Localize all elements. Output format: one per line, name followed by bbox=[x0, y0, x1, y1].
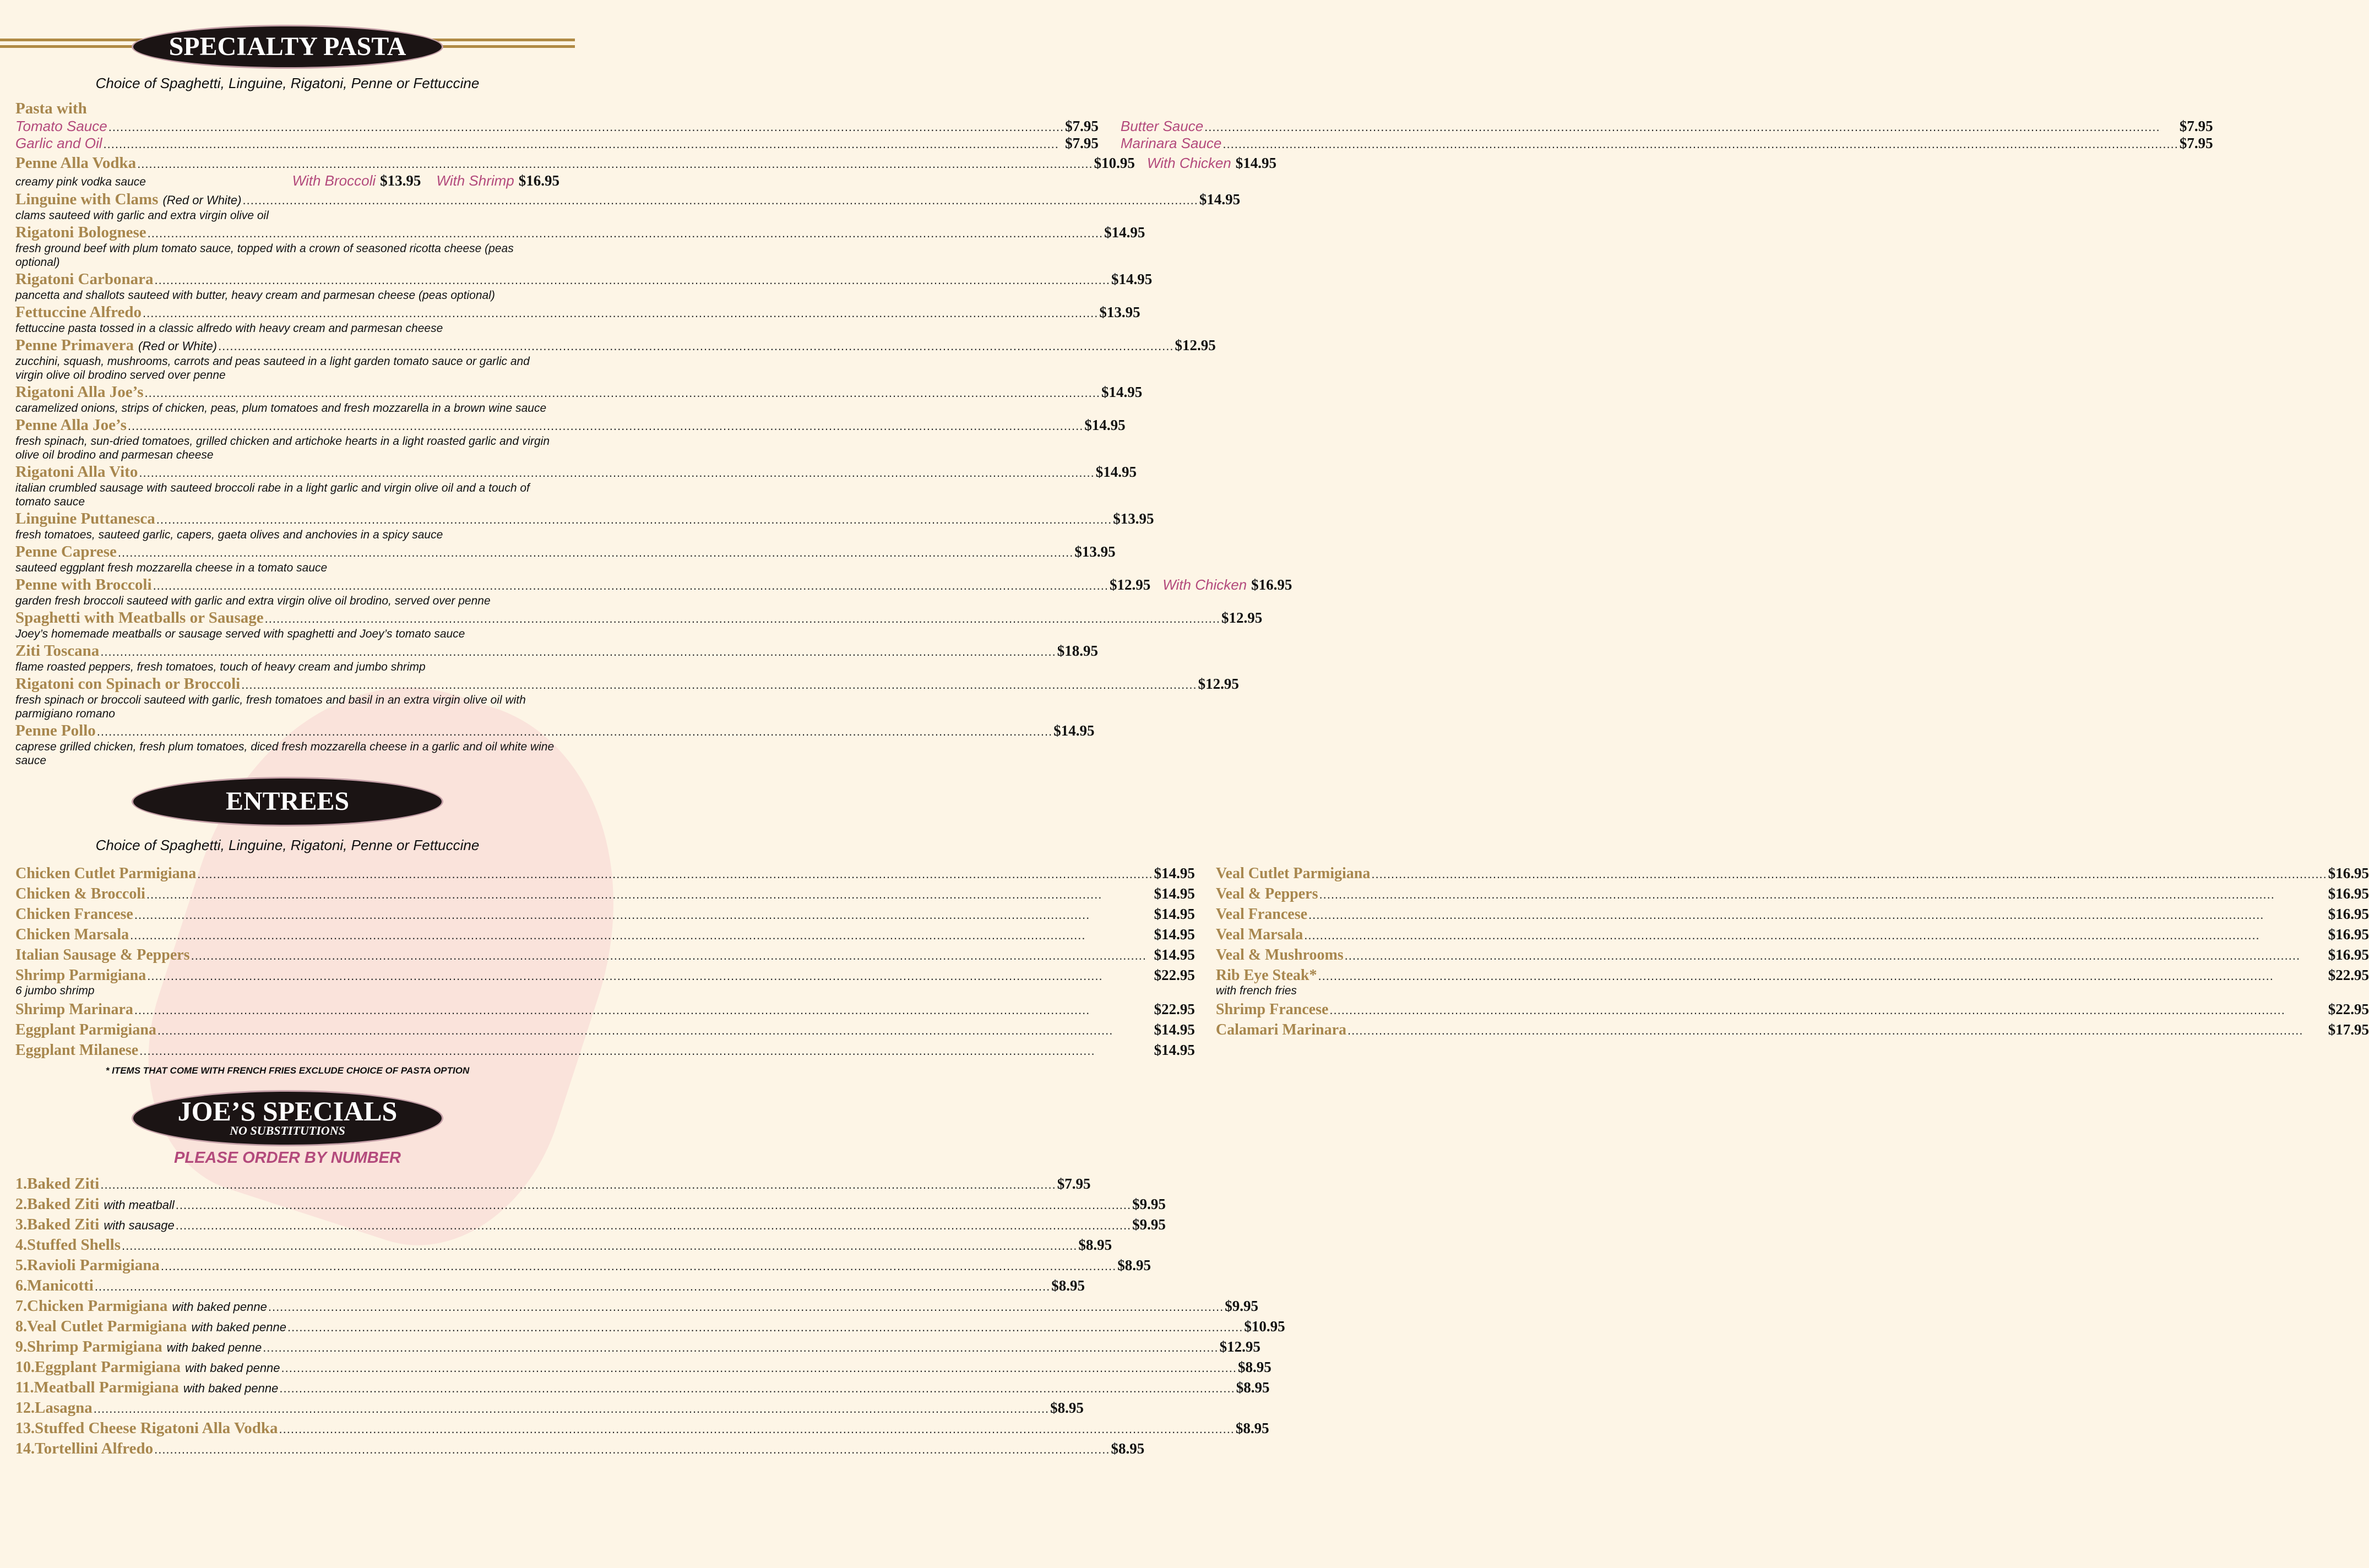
entrees-left-column bbox=[15, 865, 1195, 1062]
entree-item bbox=[1216, 906, 2369, 926]
item-price: $12.95 bbox=[1198, 676, 1239, 692]
special-number: 6. bbox=[15, 1277, 27, 1294]
entree-item bbox=[1216, 1021, 2369, 1042]
item-name: Fettuccine Alfredo bbox=[15, 303, 142, 321]
item-desc: caramelized onions, strips of chicken, peas, plum tomatoes and fresh mozzarella in a brown wine sauce bbox=[15, 402, 547, 415]
entree-item bbox=[15, 1001, 1195, 1021]
item-name: Rigatoni con Spinach or Broccoli bbox=[15, 675, 241, 693]
item-name: Penne Pollo bbox=[15, 722, 96, 739]
sauce-name: Butter Sauce bbox=[1120, 118, 1204, 134]
special-number: 11. bbox=[15, 1379, 34, 1396]
item-price: $14.95 bbox=[1104, 224, 1145, 241]
special-number: 2. bbox=[15, 1196, 27, 1213]
special-price: $8.95 bbox=[1050, 1400, 1084, 1416]
option-label: With Shrimp bbox=[436, 172, 514, 189]
entrees-list bbox=[15, 865, 2369, 1062]
special-number: 5. bbox=[15, 1257, 27, 1274]
item-price: $14.95 bbox=[1053, 722, 1095, 739]
item-desc: pancetta and shallots sauteed with butter, heavy cream and parmesan cheese (peas optional) bbox=[15, 289, 495, 302]
special-item bbox=[15, 1419, 1269, 1440]
pasta-item bbox=[15, 270, 1153, 302]
pasta-item bbox=[15, 543, 1116, 575]
entree-item bbox=[1216, 885, 2369, 906]
special-price: $10.95 bbox=[1244, 1318, 1285, 1335]
special-note: with baked penne bbox=[166, 1341, 262, 1354]
entree-name: Veal Cutlet Parmigiana bbox=[1215, 865, 1371, 882]
entree-name: Veal Francese bbox=[1215, 906, 1308, 923]
item-name: Penne Caprese bbox=[15, 543, 117, 560]
entree-price: $16.95 bbox=[2328, 865, 2369, 881]
special-name: Shrimp Parmigiana bbox=[27, 1338, 162, 1355]
entree-price: $14.95 bbox=[1154, 946, 1195, 963]
entree-price: $14.95 bbox=[1154, 865, 1195, 881]
entree-name: Chicken & Broccoli bbox=[15, 885, 145, 902]
special-price: $8.95 bbox=[1078, 1237, 1112, 1253]
entree-price: $22.95 bbox=[1154, 967, 1195, 983]
special-number: 8. bbox=[15, 1318, 27, 1335]
entree-item bbox=[15, 946, 1195, 967]
item-name: Penne Alla Joe’s bbox=[15, 416, 127, 434]
specials-title: JOE’S SPECIALS bbox=[177, 1096, 398, 1126]
special-item bbox=[15, 1338, 1260, 1358]
penne-with-broccoli bbox=[15, 576, 1292, 608]
item-name: Linguine Puttanesca bbox=[15, 510, 155, 527]
special-item bbox=[15, 1236, 1112, 1256]
item-price: $10.95 bbox=[1094, 155, 1135, 171]
entree-price: $14.95 bbox=[1154, 1042, 1195, 1058]
item-price: $18.95 bbox=[1057, 643, 1098, 659]
sauce-item bbox=[15, 135, 1099, 152]
entree-item bbox=[1216, 946, 2369, 967]
special-note: with baked penne bbox=[172, 1300, 267, 1314]
option-price: $14.95 bbox=[1235, 155, 1277, 171]
special-price: $8.95 bbox=[1235, 1420, 1269, 1436]
special-name: Eggplant Parmigiana bbox=[35, 1358, 181, 1376]
item-desc: fresh spinach or broccoli sauteed with garlic, fresh tomatoes and basil in an extra virgin olive oil with parmigiano romano bbox=[15, 694, 526, 720]
pasta-with-heading: Pasta with bbox=[15, 100, 87, 117]
pasta-choice: Choice of Spaghetti, Linguine, Rigatoni, Penne or Fettuccine bbox=[95, 75, 480, 91]
item-desc: sauteed eggplant fresh mozzarella cheese in a tomato sauce bbox=[15, 562, 328, 574]
entree-sub: 6 jumbo shrimp bbox=[15, 984, 95, 997]
item-desc: fettuccine pasta tossed in a classic alfredo with heavy cream and parmesan cheese bbox=[15, 322, 443, 335]
entree-price: $14.95 bbox=[1154, 1021, 1195, 1038]
special-item bbox=[15, 1277, 1085, 1297]
entree-item bbox=[15, 1021, 1195, 1042]
pasta-with-section bbox=[15, 100, 2213, 152]
entree-item bbox=[15, 885, 1195, 906]
special-price: $7.95 bbox=[1057, 1175, 1091, 1192]
pasta-item bbox=[15, 510, 1154, 542]
special-item bbox=[15, 1175, 1091, 1195]
item-desc: italian crumbled sausage with sauteed broccoli rabe in a light garlic and virgin olive oil and a touch of tomato sauce bbox=[15, 482, 530, 508]
entrees-footnote: * ITEMS THAT COME WITH FRENCH FRIES EXCLUDE CHOICE OF PASTA OPTION bbox=[105, 1065, 470, 1076]
special-price: $8.95 bbox=[1117, 1257, 1151, 1273]
item-price: $12.95 bbox=[1109, 576, 1151, 593]
option-price: $16.95 bbox=[1251, 576, 1292, 593]
entree-item bbox=[15, 865, 1195, 885]
sauce-item bbox=[1121, 135, 2213, 152]
item-price: $14.95 bbox=[1101, 384, 1143, 400]
special-price: $8.95 bbox=[1237, 1359, 1272, 1375]
entree-name: Eggplant Milanese bbox=[15, 1042, 139, 1059]
item-name: Rigatoni Carbonara bbox=[15, 270, 154, 288]
special-name: Chicken Parmigiana bbox=[27, 1297, 168, 1315]
entree-item bbox=[15, 1042, 1195, 1062]
specials-order-note: PLEASE ORDER BY NUMBER bbox=[174, 1149, 401, 1167]
special-note: with baked penne bbox=[191, 1320, 286, 1334]
entree-price: $22.95 bbox=[2328, 1001, 2369, 1017]
special-number: 7. bbox=[15, 1298, 27, 1315]
entrees-right-column bbox=[1216, 865, 2369, 1062]
special-number: 12. bbox=[15, 1400, 35, 1417]
item-desc: zucchini, squash, mushrooms, carrots and peas sauteed in a light garden tomato sauce or garlic and virgin olive oil brodino served over penne bbox=[15, 355, 530, 382]
special-price: $9.95 bbox=[1132, 1216, 1166, 1233]
pasta-header bbox=[15, 0, 559, 61]
special-number: 4. bbox=[15, 1237, 27, 1254]
item-name: Spaghetti with Meatballs or Sausage bbox=[15, 609, 264, 627]
entree-name: Chicken Marsala bbox=[15, 926, 129, 943]
entree-name: Chicken Cutlet Parmigiana bbox=[15, 865, 197, 882]
special-number: 1. bbox=[15, 1175, 27, 1193]
special-name: Baked Ziti bbox=[27, 1195, 100, 1213]
sauce-price: $7.95 bbox=[2179, 118, 2213, 134]
special-number: 3. bbox=[15, 1216, 27, 1233]
special-name: Lasagna bbox=[35, 1399, 93, 1417]
item-price: $14.95 bbox=[1095, 464, 1137, 480]
entree-item bbox=[15, 926, 1195, 946]
specials-header bbox=[15, 1087, 559, 1148]
pasta-item bbox=[15, 416, 1126, 462]
special-item bbox=[15, 1256, 1151, 1277]
sauce-price: $7.95 bbox=[2179, 135, 2213, 151]
special-item bbox=[15, 1317, 1285, 1338]
option-label: With Broccoli bbox=[292, 172, 376, 189]
entree-item bbox=[1216, 926, 2369, 946]
pasta-item bbox=[15, 642, 1098, 674]
pasta-item bbox=[15, 383, 1143, 415]
special-number: 13. bbox=[15, 1420, 35, 1437]
pasta-title: SPECIALTY PASTA bbox=[133, 26, 442, 67]
item-name: Penne Alla Vodka bbox=[15, 154, 137, 172]
special-name: Baked Ziti bbox=[27, 1175, 100, 1193]
specials-banner bbox=[133, 1092, 442, 1145]
entree-name: Veal & Mushrooms bbox=[1215, 946, 1344, 963]
special-name: Tortellini Alfredo bbox=[35, 1440, 154, 1457]
entrees-title: ENTREES bbox=[133, 778, 442, 825]
entrees-header bbox=[15, 771, 559, 826]
pasta-item bbox=[15, 463, 1137, 509]
entree-price: $14.95 bbox=[1154, 885, 1195, 902]
pasta-item bbox=[15, 190, 1241, 222]
sauce-price: $7.95 bbox=[1065, 135, 1099, 151]
item-desc: fresh spinach, sun-dried tomatoes, grilled chicken and artichoke hearts in a light roasted garlic and virgin olive oil brodino and parmesan cheese bbox=[15, 435, 550, 461]
entree-item bbox=[1216, 865, 2369, 885]
entree-sub: with french fries bbox=[1215, 984, 1297, 997]
special-note: with sausage bbox=[104, 1218, 175, 1232]
special-item bbox=[15, 1440, 1145, 1460]
option-label: With Chicken bbox=[1162, 576, 1247, 593]
special-item bbox=[15, 1216, 1166, 1236]
penne-alla-vodka bbox=[15, 154, 1277, 189]
entree-name: Chicken Francese bbox=[15, 906, 133, 923]
sauce-price: $7.95 bbox=[1065, 118, 1099, 134]
item-desc: Joey’s homemade meatballs or sausage served with spaghetti and Joey’s tomato sauce bbox=[15, 628, 465, 640]
special-item bbox=[15, 1297, 1258, 1317]
entree-price: $16.95 bbox=[2328, 885, 2369, 902]
entree-item bbox=[1216, 1001, 2369, 1021]
special-name: Meatball Parmigiana bbox=[34, 1379, 179, 1396]
item-desc: garden fresh broccoli sauteed with garlic and extra virgin olive oil brodino, served over penne bbox=[15, 595, 491, 607]
item-name: Ziti Toscana bbox=[15, 642, 100, 660]
specials-list bbox=[15, 1175, 1285, 1460]
special-price: $8.95 bbox=[1051, 1277, 1085, 1294]
entree-price: $22.95 bbox=[2328, 967, 2369, 983]
item-desc: fresh ground beef with plum tomato sauce, topped with a crown of seasoned ricotta cheese (peas optional) bbox=[15, 242, 514, 269]
special-number: 10. bbox=[15, 1359, 35, 1376]
pasta-item bbox=[15, 722, 1095, 767]
option-price: $16.95 bbox=[518, 172, 559, 189]
pasta-item bbox=[15, 609, 1263, 641]
entree-name: Shrimp Parmigiana bbox=[15, 967, 146, 984]
special-price: $8.95 bbox=[1111, 1440, 1145, 1457]
item-price: $14.95 bbox=[1084, 417, 1126, 433]
special-name: Ravioli Parmigiana bbox=[27, 1256, 160, 1274]
item-desc: fresh tomatoes, sauteed garlic, capers, gaeta olives and anchovies in a spicy sauce bbox=[15, 529, 443, 541]
item-price: $14.95 bbox=[1199, 191, 1241, 208]
item-price: $13.95 bbox=[1099, 304, 1140, 320]
special-number: 14. bbox=[15, 1440, 35, 1457]
item-name: Linguine with Clams bbox=[15, 190, 159, 208]
item-name: Rigatoni Bolognese bbox=[15, 224, 146, 241]
sauce-name: Tomato Sauce bbox=[15, 118, 107, 134]
item-note: (Red or White) bbox=[138, 339, 218, 353]
pasta-item bbox=[15, 675, 1239, 721]
item-name: Penne with Broccoli bbox=[15, 576, 152, 594]
item-name: Rigatoni Alla Vito bbox=[15, 463, 138, 481]
item-note: (Red or White) bbox=[162, 193, 242, 207]
item-name: Rigatoni Alla Joe’s bbox=[15, 383, 144, 401]
special-name: Veal Cutlet Parmigiana bbox=[27, 1317, 187, 1335]
special-price: $12.95 bbox=[1219, 1338, 1260, 1355]
pasta-item bbox=[15, 303, 1140, 335]
item-price: $14.95 bbox=[1111, 271, 1153, 287]
special-note: with baked penne bbox=[185, 1361, 280, 1375]
item-desc: flame roasted peppers, fresh tomatoes, touch of heavy cream and jumbo shrimp bbox=[15, 661, 426, 673]
item-price: $12.95 bbox=[1221, 609, 1263, 626]
sauce-name: Marinara Sauce bbox=[1120, 135, 1222, 151]
entree-name: Calamari Marinara bbox=[1215, 1021, 1347, 1038]
entrees-choice: Choice of Spaghetti, Linguine, Rigatoni, Penne or Fettuccine bbox=[95, 837, 480, 853]
item-desc: clams sauteed with garlic and extra virgin olive oil bbox=[15, 209, 269, 222]
specials-subtitle: NO SUBSTITUTIONS bbox=[230, 1124, 345, 1137]
item-desc: creamy pink vodka sauce bbox=[15, 176, 146, 188]
special-price: $8.95 bbox=[1236, 1379, 1270, 1396]
pasta-item bbox=[15, 224, 1145, 269]
pasta-list bbox=[15, 190, 1241, 575]
pasta-item bbox=[15, 336, 1216, 382]
item-price: $12.95 bbox=[1175, 337, 1216, 353]
special-item bbox=[15, 1399, 1084, 1419]
entree-name: Veal Marsala bbox=[1215, 926, 1303, 943]
special-name: Manicotti bbox=[27, 1277, 94, 1294]
pasta-list-2 bbox=[15, 609, 1263, 767]
special-note: with meatball bbox=[104, 1198, 175, 1212]
special-note: with baked penne bbox=[183, 1381, 279, 1395]
entree-name: Shrimp Francese bbox=[1215, 1001, 1329, 1018]
special-item bbox=[15, 1358, 1272, 1379]
option-price: $13.95 bbox=[380, 172, 421, 189]
special-item bbox=[15, 1195, 1166, 1216]
special-price: $9.95 bbox=[1225, 1298, 1258, 1314]
entree-name: Shrimp Marinara bbox=[15, 1001, 133, 1018]
special-number: 9. bbox=[15, 1338, 27, 1355]
entree-name: Italian Sausage & Peppers bbox=[15, 946, 190, 963]
sauce-item bbox=[15, 118, 1099, 135]
special-name: Stuffed Shells bbox=[27, 1236, 121, 1254]
item-desc: caprese grilled chicken, fresh plum tomatoes, diced fresh mozzarella cheese in a garlic and oil white wine sauce bbox=[15, 741, 555, 767]
item-price: $13.95 bbox=[1074, 543, 1116, 560]
entree-price: $14.95 bbox=[1154, 926, 1195, 943]
entree-name: Veal & Peppers bbox=[1215, 885, 1318, 902]
special-item bbox=[15, 1379, 1270, 1399]
entree-price: $16.95 bbox=[2328, 946, 2369, 963]
special-name: Baked Ziti bbox=[27, 1216, 100, 1233]
entree-price: $22.95 bbox=[1154, 1001, 1195, 1017]
item-name: Penne Primavera bbox=[15, 336, 134, 354]
special-name: Stuffed Cheese Rigatoni Alla Vodka bbox=[35, 1419, 278, 1437]
option-label: With Chicken bbox=[1147, 155, 1231, 171]
entree-name: Eggplant Parmigiana bbox=[15, 1021, 156, 1038]
sauce-item bbox=[1121, 118, 2213, 135]
entree-price: $16.95 bbox=[2328, 906, 2369, 922]
entree-price: $14.95 bbox=[1154, 906, 1195, 922]
sauce-name: Garlic and Oil bbox=[15, 135, 102, 151]
entree-price: $17.95 bbox=[2328, 1021, 2369, 1038]
entree-item bbox=[15, 906, 1195, 926]
item-price: $13.95 bbox=[1113, 510, 1154, 527]
entree-price: $16.95 bbox=[2328, 926, 2369, 943]
special-price: $9.95 bbox=[1132, 1196, 1166, 1212]
entree-name: Rib Eye Steak* bbox=[1215, 967, 1317, 984]
